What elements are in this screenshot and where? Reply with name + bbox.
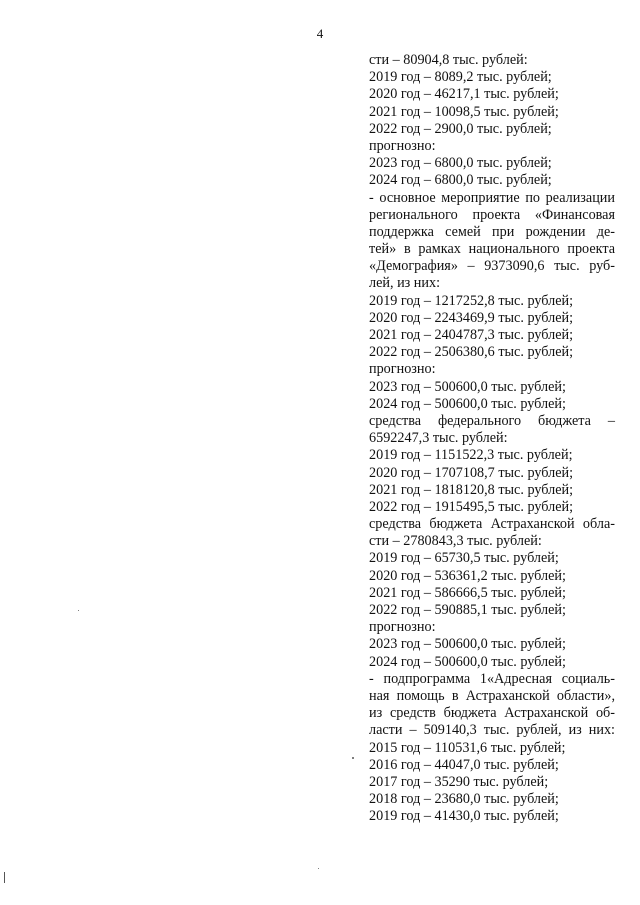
text-line: 2023 год – 500600,0 тыс. рублей;	[369, 636, 566, 653]
text-line: 2023 год – 500600,0 тыс. рублей;	[369, 378, 566, 395]
text-line: прогнозно:	[369, 619, 436, 636]
page-number: 4	[316, 26, 324, 41]
text-line: 2021 год – 10098,5 тыс. рублей;	[369, 103, 559, 120]
text-line: поддержка семей при рождении де-	[369, 223, 615, 240]
text-line: прогнозно:	[369, 361, 436, 378]
text-line: регионального проекта «Финансовая	[369, 206, 615, 223]
text-line: 2019 год – 1217252,8 тыс. рублей;	[369, 292, 574, 309]
text-line: из средств бюджета Астраханской об-	[369, 705, 615, 722]
text-line: 2022 год – 1915495,5 тыс. рублей;	[369, 498, 574, 515]
text-line: 2017 год – 35290 тыс. рублей;	[369, 773, 549, 790]
text-line: 2015 год – 110531,6 тыс. рублей;	[369, 739, 566, 756]
text-line: - основное мероприятие по реализации	[369, 189, 615, 206]
text-line: сти – 80904,8 тыс. рублей:	[369, 52, 528, 68]
text-line: 2024 год – 500600,0 тыс. рублей;	[369, 653, 566, 670]
text-line: 2019 год – 1151522,3 тыс. рублей;	[369, 447, 573, 464]
text-line: средства федерального бюджета –	[369, 412, 615, 429]
text-line: 2018 год – 23680,0 тыс. рублей;	[369, 791, 559, 808]
text-line: ласти – 509140,3 тыс. рублей, из них:	[369, 722, 615, 739]
text-line: «Демография» – 9373090,6 тыс. руб-	[369, 258, 615, 275]
text-line: сти – 2780843,3 тыс. рублей:	[369, 533, 542, 550]
text-line: 2016 год – 44047,0 тыс. рублей;	[369, 756, 559, 773]
text-line: 2024 год – 500600,0 тыс. рублей;	[369, 395, 566, 412]
text-line: 6592247,3 тыс. рублей:	[369, 430, 508, 447]
text-line: 2021 год – 1818120,8 тыс. рублей;	[369, 481, 574, 498]
text-line: лей, из них:	[369, 275, 441, 292]
text-line: ная помощь в Астраханской области»,	[369, 687, 615, 704]
text-line: 2023 год – 6800,0 тыс. рублей;	[369, 155, 552, 172]
text-line: 2021 год – 2404787,3 тыс. рублей;	[369, 327, 574, 343]
text-line: тей» в рамках национального проекта	[369, 241, 615, 258]
text-line: 2020 год – 46217,1 тыс. рублей;	[369, 86, 559, 103]
text-line: 2022 год – 2900,0 тыс. рублей;	[369, 120, 552, 137]
text-line: прогнозно:	[369, 137, 436, 154]
scan-speck	[318, 868, 319, 869]
scan-speck	[78, 610, 79, 611]
text-line: 2019 год – 41430,0 тыс. рублей;	[369, 808, 559, 825]
text-line: 2022 год – 590885,1 тыс. рублей;	[369, 602, 566, 618]
text-line: 2019 год – 65730,5 тыс. рублей;	[369, 550, 559, 567]
text-line: 2021 год – 586666,5 тыс. рублей;	[369, 584, 566, 601]
text-line: - подпрограмма 1«Адресная социаль-	[369, 670, 615, 687]
text-line: 2022 год – 2506380,6 тыс. рублей;	[369, 344, 574, 361]
scan-speck	[352, 757, 354, 759]
text-line: 2020 год – 2243469,9 тыс. рублей;	[369, 309, 574, 326]
text-line: средства бюджета Астраханской обла-	[369, 516, 615, 533]
scan-mark	[4, 872, 5, 883]
text-line: 2024 год – 6800,0 тыс. рублей;	[369, 172, 552, 189]
text-line: 2020 год – 1707108,7 тыс. рублей;	[369, 464, 574, 481]
text-line: 2019 год – 8089,2 тыс. рублей;	[369, 69, 552, 86]
text-line: 2020 год – 536361,2 тыс. рублей;	[369, 567, 566, 584]
body-text-column	[369, 52, 615, 825]
